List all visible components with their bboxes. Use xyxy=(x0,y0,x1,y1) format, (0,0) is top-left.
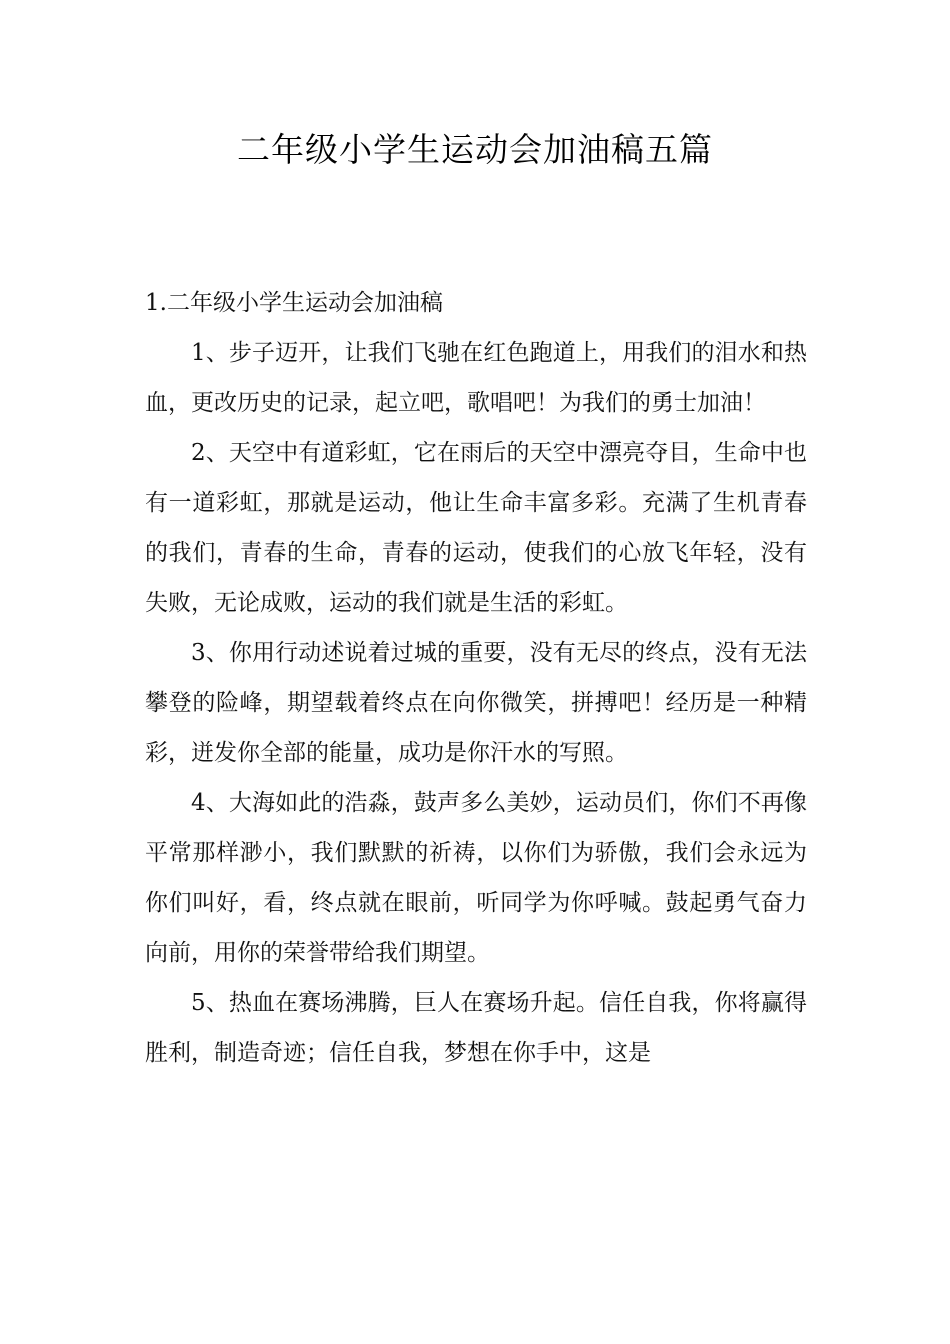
section-heading: 1.二年级小学生运动会加油稿 xyxy=(145,290,443,316)
paragraph-3: 3、你用行动述说着过城的重要，没有无尽的终点，没有无法攀登的险峰，期望载着终点在向你微笑，拼搏吧！经历是一种精彩，迸发你全部的能量，成功是你汗水的写照。 xyxy=(145,640,807,766)
paragraph-2: 2、天空中有道彩虹，它在雨后的天空中漂亮夺目，生命中也有一道彩虹，那就是运动，他让生命丰富多彩。充满了生机青春的我们，青春的生命，青春的运动，使我们的心放飞年轻，没有失败，无论成败，运动的我们就是生活的彩虹。 xyxy=(145,440,807,616)
paragraph-1: 1、步子迈开，让我们飞驰在红色跑道上，用我们的泪水和热血，更改历史的记录，起立吧，歌唱吧！为我们的勇士加油！ xyxy=(145,340,807,416)
paragraph-5: 5、热血在赛场沸腾，巨人在赛场升起。信任自我，你将赢得胜利，制造奇迹；信任自我，梦想在你手中，这是 xyxy=(145,990,807,1066)
document-body xyxy=(145,278,807,1078)
paragraph-4: 4、大海如此的浩淼，鼓声多么美妙，运动员们，你们不再像平常那样渺小，我们默默的祈祷，以你们为骄傲，我们会永远为你们叫好，看，终点就在眼前，听同学为你呼喊。鼓起勇气奋力向前，用你的荣誉带给我们期望。 xyxy=(145,790,807,966)
document-title: 二年级小学生运动会加油稿五篇 xyxy=(237,130,713,169)
